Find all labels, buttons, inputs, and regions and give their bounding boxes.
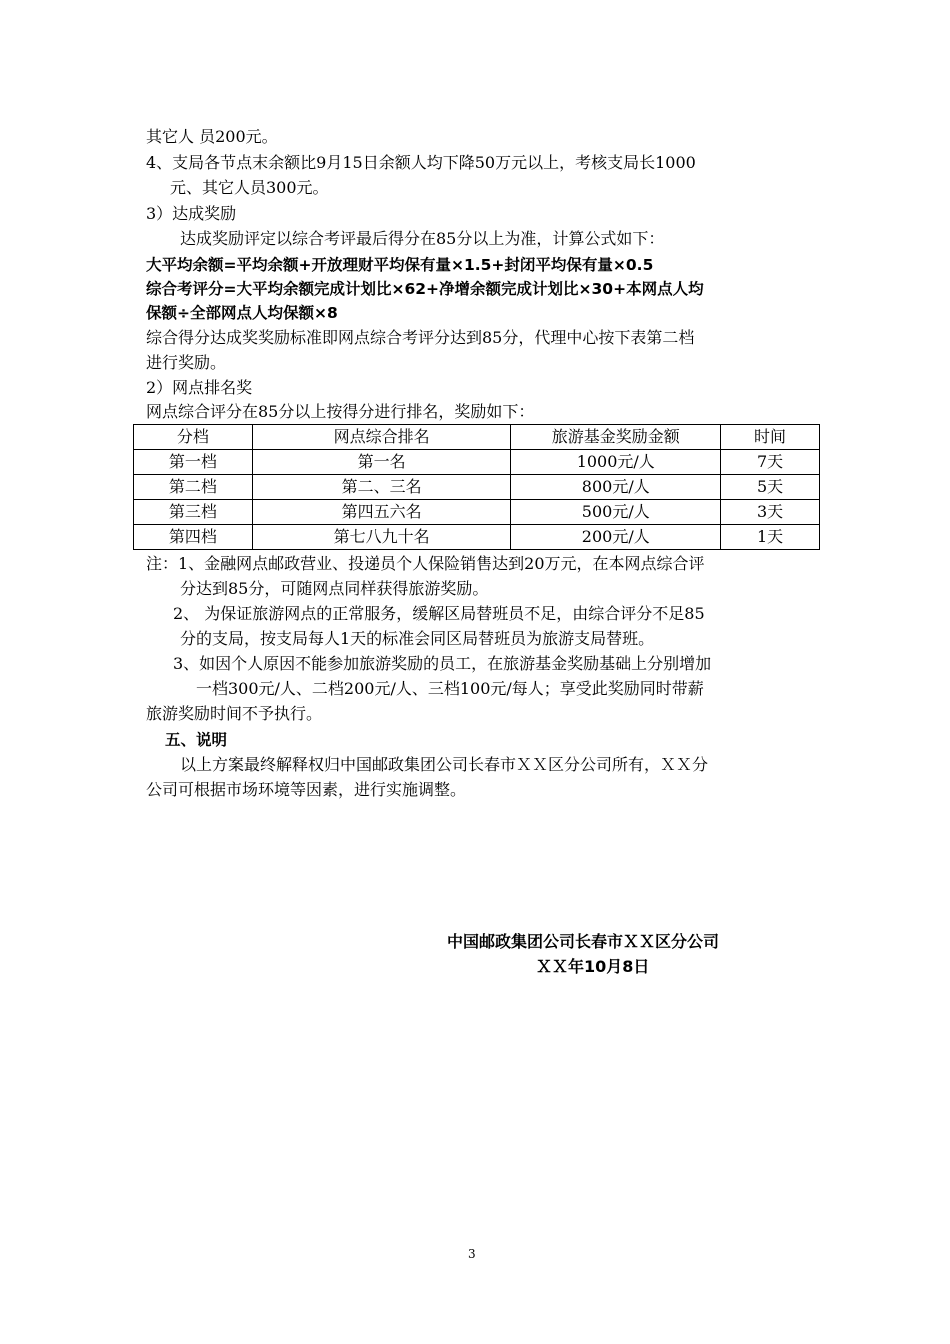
table-row <box>134 500 820 525</box>
note-line: 旅游奖励时间不予执行。 <box>146 704 323 723</box>
table-row <box>134 475 820 500</box>
text-line: 综合得分达成奖奖励标准即网点综合考评分达到85分，代理中心按下表第二档 <box>146 328 695 347</box>
table-header-row <box>134 425 820 450</box>
table-cell: 5天 <box>721 475 820 500</box>
table-header-cell: 网点综合排名 <box>252 425 511 450</box>
note-line: 注：1、金融网点邮政营业、投递员个人保险销售达到20万元，在本网点综合评 <box>146 554 705 573</box>
table-cell: 第二、三名 <box>252 475 511 500</box>
note-line: 分的支局，按支局每人1天的标准会同区局替班员为旅游支局替班。 <box>180 629 655 648</box>
text-line: 元、其它人员300元。 <box>170 178 329 197</box>
text-line: 以上方案最终解释权归中国邮政集团公司长春市ＸＸ区分公司所有，ＸＸ分 <box>180 755 709 774</box>
table-header-cell: 分档 <box>134 425 253 450</box>
note-line: 一档300元/人、二档200元/人、三档100元/每人；享受此奖励同时带薪 <box>196 679 704 698</box>
text-line: 公司可根据市场环境等因素，进行实施调整。 <box>146 780 467 799</box>
table-cell: 第三档 <box>134 500 253 525</box>
note-line: 分达到85分，可随网点同样获得旅游奖励。 <box>180 579 489 598</box>
table-cell: 第七八九十名 <box>252 525 511 550</box>
text-line: 网点综合评分在85分以上按得分进行排名，奖励如下： <box>146 402 535 421</box>
table-cell: 1天 <box>721 525 820 550</box>
signature-date: ＸＸ年10月8日 <box>536 957 650 976</box>
table-cell: 1000元/人 <box>511 450 721 475</box>
table-header-cell: 旅游基金奖励金额 <box>511 425 721 450</box>
table-cell: 第四五六名 <box>252 500 511 525</box>
table-cell: 7天 <box>721 450 820 475</box>
note-line: 2、 为保证旅游网点的正常服务，缓解区局替班员不足，由综合评分不足85 <box>173 604 705 623</box>
note-line: 3、如因个人原因不能参加旅游奖励的员工，在旅游基金奖励基础上分别增加 <box>173 654 712 673</box>
formula-line: 大平均余额=平均余额+开放理财平均保有量×1.5+封闭平均保有量×0.5 <box>146 256 654 274</box>
table-cell: 第一名 <box>252 450 511 475</box>
subheading: 3）达成奖励 <box>146 204 237 223</box>
table-cell: 200元/人 <box>511 525 721 550</box>
table-header-cell: 时间 <box>721 425 820 450</box>
table-cell: 第二档 <box>134 475 253 500</box>
text-line: 进行奖励。 <box>146 353 227 372</box>
section-heading: 五、说明 <box>165 731 228 749</box>
ranking-reward-table <box>133 424 820 550</box>
text-line: 其它人 员200元。 <box>146 127 278 146</box>
table-cell: 800元/人 <box>511 475 721 500</box>
table-row <box>134 525 820 550</box>
page-number: 3 <box>468 1247 476 1261</box>
formula-line: 综合考评分=大平均余额完成计划比×62+净增余额完成计划比×30+本网点人均 <box>146 280 704 298</box>
table-cell: 500元/人 <box>511 500 721 525</box>
table-cell: 第四档 <box>134 525 253 550</box>
table-row <box>134 450 820 475</box>
text-line: 达成奖励评定以综合考评最后得分在85分以上为准，计算公式如下： <box>180 229 665 248</box>
table-cell: 3天 <box>721 500 820 525</box>
signature-org: 中国邮政集团公司长春市ＸＸ区分公司 <box>447 932 720 951</box>
subheading: 2）网点排名奖 <box>146 378 253 397</box>
formula-line: 保额÷全部网点人均保额×8 <box>146 304 338 322</box>
text-line: 4、支局各节点末余额比9月15日余额人均下降50万元以上，考核支局长1000 <box>146 153 696 172</box>
table-cell: 第一档 <box>134 450 253 475</box>
